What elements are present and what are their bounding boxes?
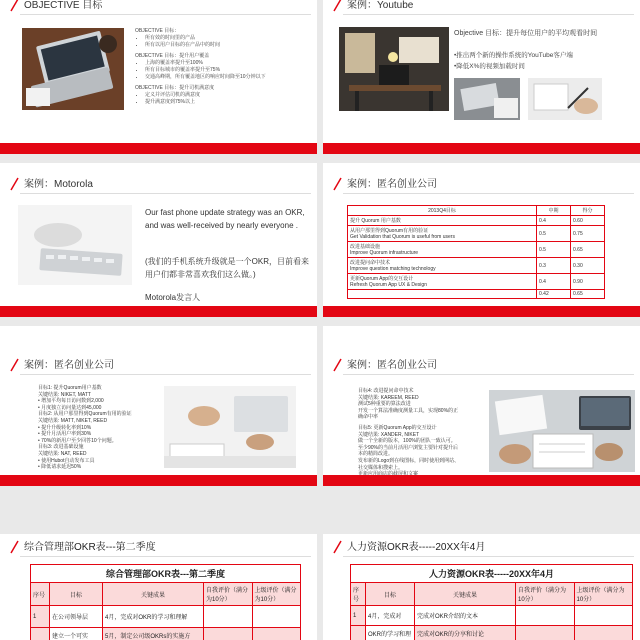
slide-title: 人力资源OKR表-----20XX年4月: [347, 542, 486, 553]
table-caption: 综合管理部OKR表---第二季度: [31, 565, 301, 583]
footer-bar: [323, 143, 640, 154]
slide-8[interactable]: [323, 534, 640, 640]
slash-icon: [8, 177, 20, 191]
quote-speaker: Motorola发言人: [145, 293, 201, 302]
slide-3[interactable]: [0, 163, 317, 317]
objectives-text: 目标4: 改进提问命中技术 关键结果: KAREEM, REED 测试5种重要的算法改进 开发一个算法准确度测量工具，实现80%的正 确命中率 目标5: 更新Quorum App的交互设计 关键结果: XANDER, NIKET 做一个全新的版本，100%的团队一致认可。 至少90%的当前月活用户浏览主要针对提升后 本的精简改进。 发布新的Logo到在线图标，同时使用到网站、 社交媒体和搜索上。: [358, 388, 460, 471]
footer-bar: [323, 306, 640, 317]
slide-header: [0, 171, 317, 197]
slide-header: [0, 0, 317, 18]
slash-icon: [331, 540, 343, 554]
objective-list: [135, 28, 313, 106]
slash-icon: [8, 358, 20, 372]
office-photo: [339, 27, 449, 111]
quote-translation: (我们的手机系统升级就是一个OKR，目前看来用户们都非常喜欢我们这么做。): [145, 257, 309, 279]
okr-score-table: [347, 205, 605, 299]
meeting-photo: [164, 386, 296, 468]
slide-2[interactable]: [323, 0, 640, 154]
slide-title: 案例：Youtube: [347, 0, 414, 11]
slide-header: [0, 352, 317, 378]
slash-icon: [331, 177, 343, 191]
youtube-bullets: •推出两个新的操作系统的YouTube客户端 •降低X%的视频加载时间: [454, 52, 573, 70]
table-row: 改进基础设施 Improve Quorum infrastructure 0.5 0.65: [348, 242, 605, 258]
slide-6[interactable]: [323, 326, 640, 486]
slide-header: [323, 534, 640, 560]
slash-icon: [8, 0, 20, 12]
table-caption: 人力资源OKR表-----20XX年4月: [351, 565, 633, 583]
objectives-text: 目标1: 提升Quorum用户基数 关键结果: NIKET, MATT • 增加平均每日访问数到2,000 • 月度独立访问量达到45,000 目标2: 从用户那里得到Quorum有用的验证 关键结果: MATT, NIKET, REED • 提升升级转化率到10% • 提升月活用户率到30% • 70%的新用户至少回答10个问题。 目标3: 改进基础设施 关键结果: NAT, REED • 使用Hubot自动发布工具 • 降低请求延迟50%: [38, 385, 132, 471]
slash-icon: [8, 540, 20, 554]
table-row: 改进提问命中技术 Improve question matching technology 0.3 0.30: [348, 258, 605, 274]
table-row: 更新Quorum App的交互设计 Refresh Quorum App UX & Design 0.4 0.90: [348, 274, 605, 290]
table-header-row: 序号 目标 关键成果 自我评价（满分为10分） 上级评价（满分为10分）: [351, 583, 633, 606]
slide-title: OBJECTIVE 目标: [24, 0, 103, 11]
table-header-row: 序号 目标 关键成果 自我评价（满分为10分） 上级评价（满分为10分）: [31, 583, 301, 606]
slide-title: 案例：匿名创业公司: [347, 179, 437, 190]
okr-table: [30, 564, 301, 640]
slash-icon: [331, 0, 343, 12]
documents-photo: [489, 390, 635, 472]
objective-block-3: OBJECTIVE 目标：提升司机满意度 • 定义并评估司机的满意度 • 提升满意度到75%以上: [135, 85, 313, 106]
desk-photo-2: [528, 78, 602, 120]
footer-bar: [0, 475, 317, 486]
footer-bar: [0, 143, 317, 154]
slide-1[interactable]: [0, 0, 317, 154]
slide-4[interactable]: [323, 163, 640, 317]
footer-bar: [0, 306, 317, 317]
table-row: 建立一个可实 5月，制定公司级OKRs的实施方: [31, 628, 301, 640]
slide-title: 案例：匿名创业公司: [24, 360, 114, 371]
slide-header: [323, 352, 640, 378]
slide-title: 案例：匿名创业公司: [347, 360, 437, 371]
slide-title: 综合管理部OKR表---第二季度: [24, 542, 156, 553]
desk-photo-1: [454, 78, 520, 120]
table-row: 提升 Quorum 用户基数 0.4 0.60: [348, 216, 605, 226]
table-row: 0.42 0.65: [348, 290, 605, 299]
slide-header: [0, 534, 317, 560]
table-row: 1 4月，完成对 完成对OKR介绍的文本: [351, 606, 633, 626]
slide-5[interactable]: [0, 326, 317, 486]
objective-block-2: OBJECTIVE 目标：提升用户覆盖 • 上海的覆盖率提升至100% • 所有目标城市的覆盖率提升至75% • 交通高峰期，所有覆盖地区的响应时间降至10分钟以下: [135, 53, 313, 81]
table-header-row: 2013Q4目标 中期 得分: [348, 206, 605, 216]
table-row: 从用户那里得到Quorum有用的验证 Get Validation that Quorum is useful from users 0.5 0.75: [348, 226, 605, 242]
slash-icon: [331, 358, 343, 372]
slide-7[interactable]: [0, 534, 317, 640]
laptop-photo: [22, 28, 124, 110]
slide-header: [323, 0, 640, 18]
slide-header: [323, 171, 640, 197]
objective-block-1: OBJECTIVE 目标： • 所有效的时间里的产品 • 所有以用户目标的在产品中的时间: [135, 28, 313, 49]
quote-text: Our fast phone update strategy was an OKR, and was well-received by nearly everyone .: [145, 208, 305, 230]
objective-text: Objective 目标：提升每位用户的平均观看时间: [454, 30, 598, 37]
table-row: 1 在公司领导层 4月，完成对OKR的学习和理解: [31, 606, 301, 628]
keyboard-photo: [18, 205, 132, 285]
table-row: OKR的学习和理 完成对OKR的分享和讨论: [351, 626, 633, 640]
footer-bar: [323, 475, 640, 486]
slide-title: 案例：Motorola: [24, 179, 93, 190]
okr-table: [350, 564, 633, 640]
